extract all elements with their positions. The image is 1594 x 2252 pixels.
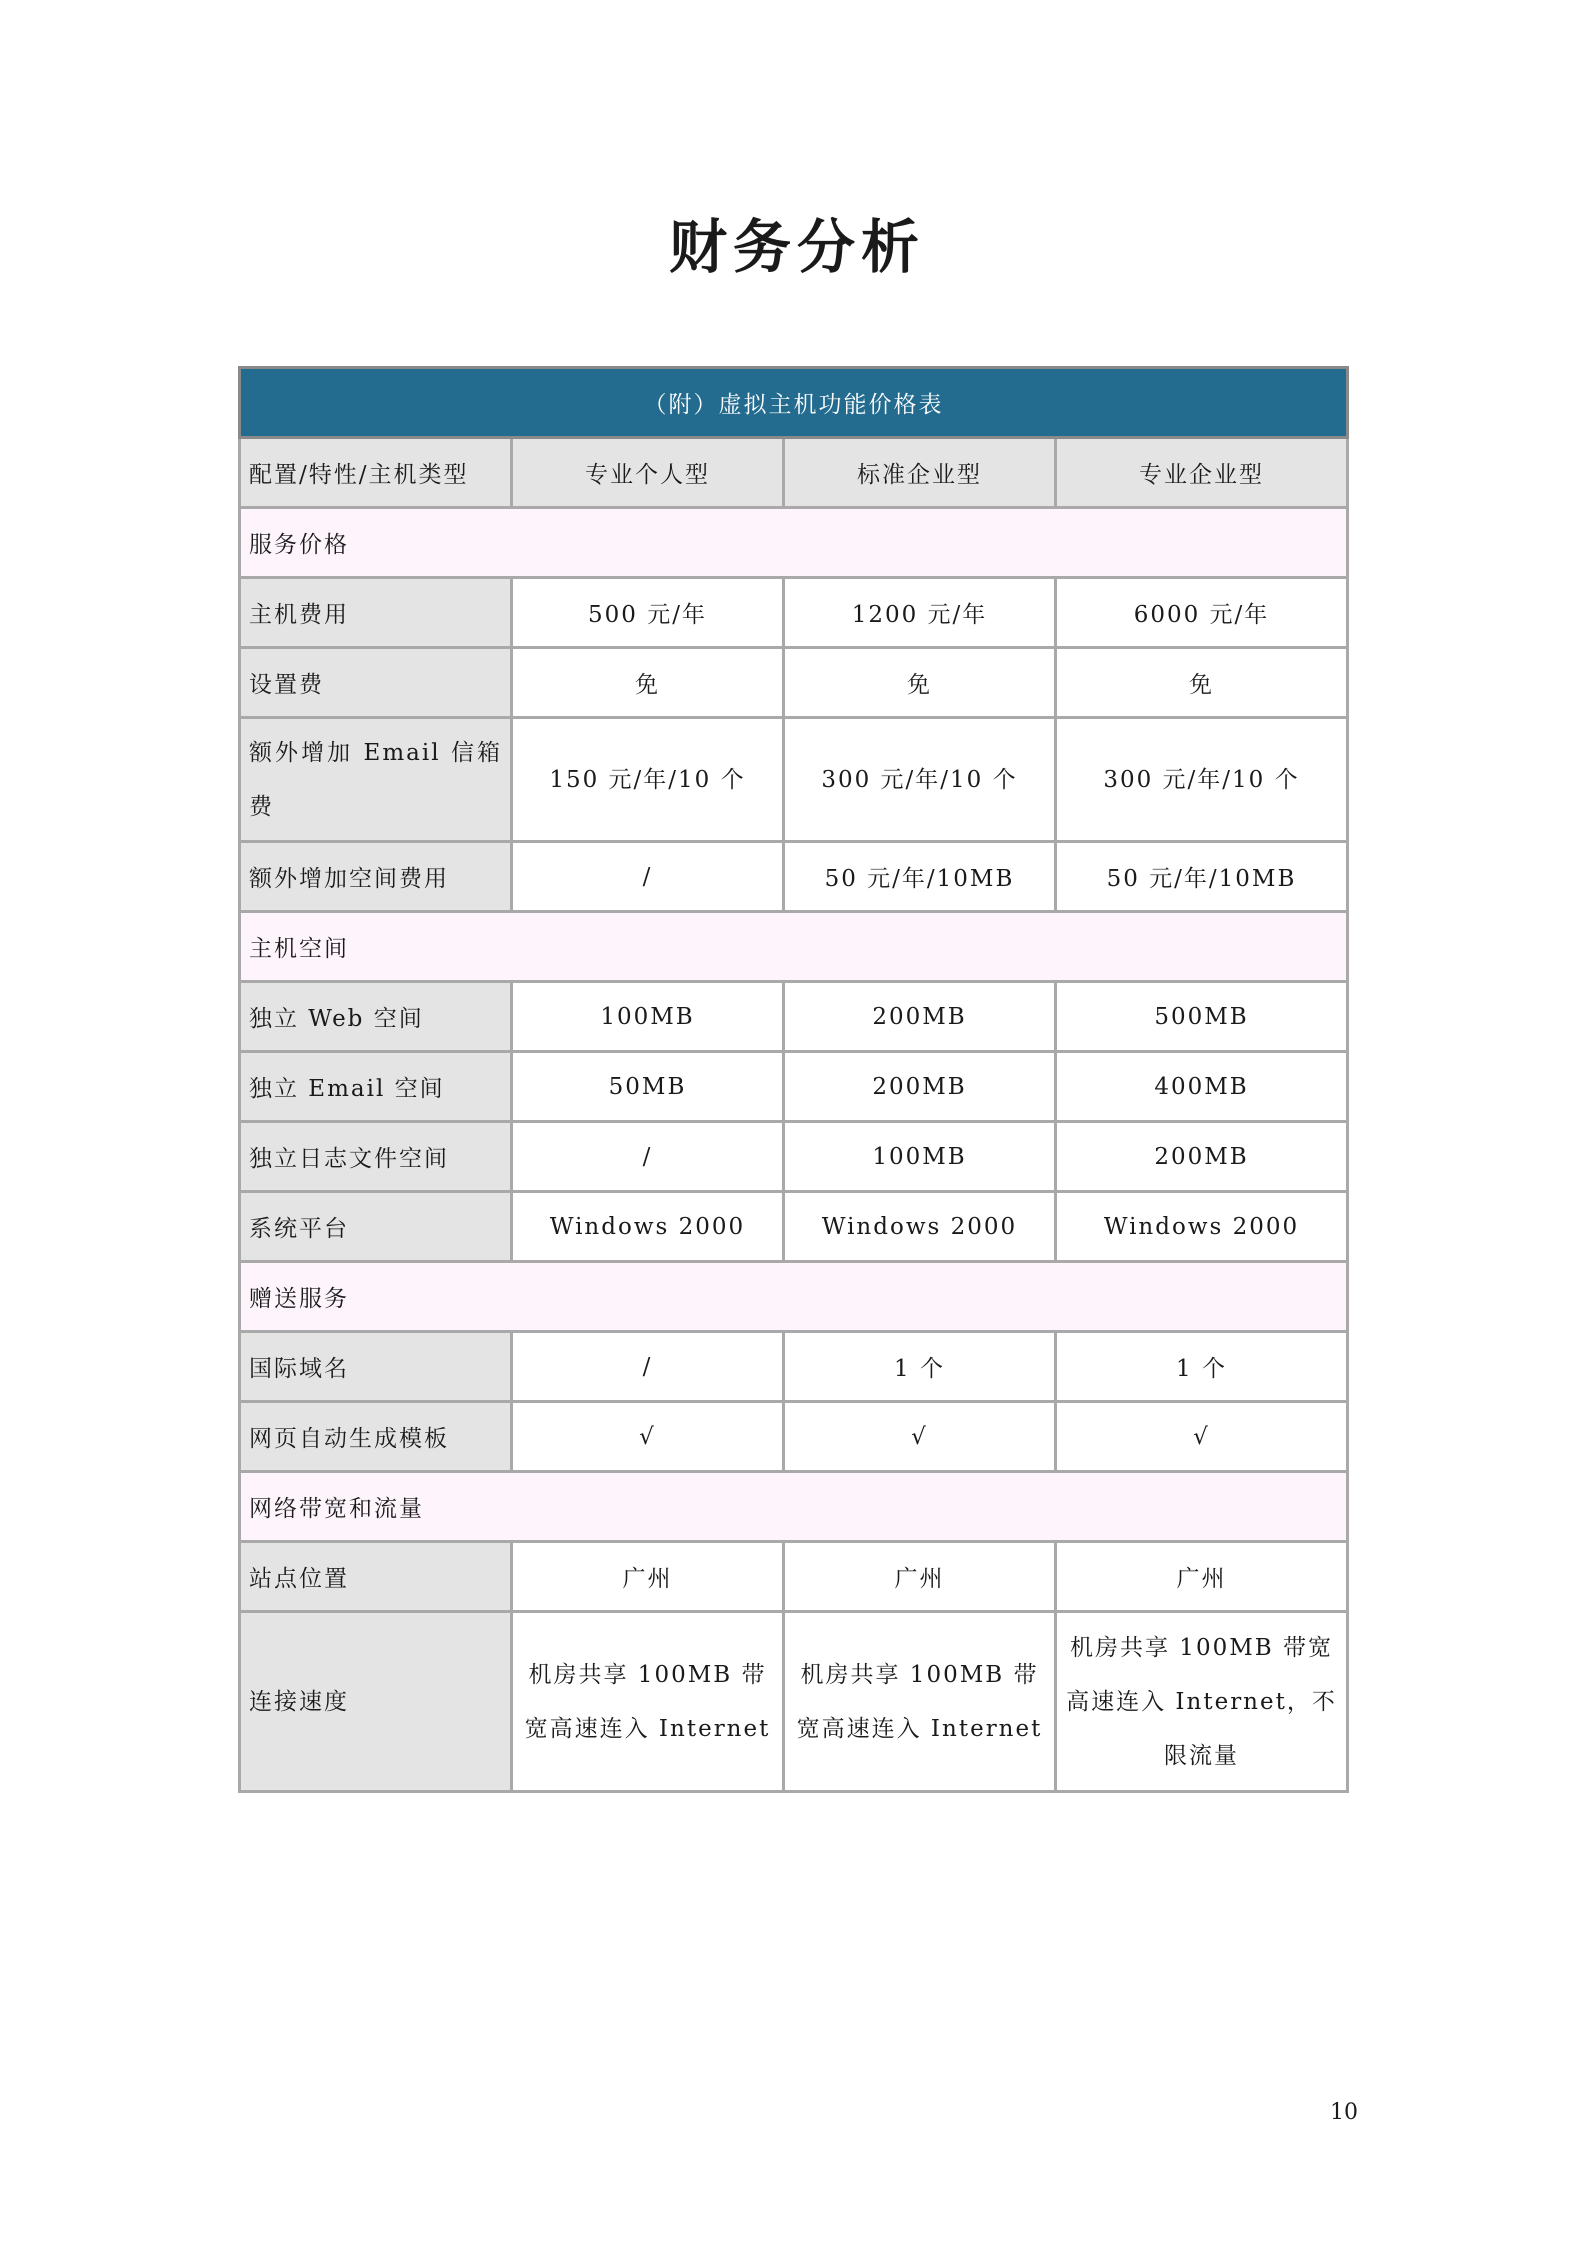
table-cell: Windows 2000 xyxy=(512,1192,784,1262)
table-cell: 50 元/年/10MB xyxy=(784,842,1056,912)
column-header: 专业企业型 xyxy=(1056,438,1348,508)
row-label: 系统平台 xyxy=(240,1192,512,1262)
table-row xyxy=(240,718,1348,842)
row-label: 独立 Email 空间 xyxy=(240,1052,512,1122)
table-row xyxy=(240,648,1348,718)
price-table xyxy=(238,366,1349,1793)
table-cell: 50 元/年/10MB xyxy=(1056,842,1348,912)
table-row xyxy=(240,1542,1348,1612)
table-cell: 广州 xyxy=(1056,1542,1348,1612)
table-cell: 300 元/年/10 个 xyxy=(784,718,1056,842)
column-header: 配置/特性/主机类型 xyxy=(240,438,512,508)
table-row xyxy=(240,1332,1348,1402)
table-cell: 50MB xyxy=(512,1052,784,1122)
row-label: 国际域名 xyxy=(240,1332,512,1402)
table-cell: 200MB xyxy=(784,1052,1056,1122)
table-cell: 机房共享 100MB 带宽高速连入 Internet xyxy=(784,1612,1056,1792)
table-cell: 免 xyxy=(1056,648,1348,718)
table-row xyxy=(240,1612,1348,1792)
table-cell: / xyxy=(512,1332,784,1402)
section-title: 网络带宽和流量 xyxy=(240,1472,1348,1542)
table-caption-row xyxy=(240,368,1348,438)
page-title: 财务分析 xyxy=(668,213,925,281)
row-label: 连接速度 xyxy=(240,1612,512,1792)
column-header: 专业个人型 xyxy=(512,438,784,508)
table-cell: 1200 元/年 xyxy=(784,578,1056,648)
table-cell: 6000 元/年 xyxy=(1056,578,1348,648)
table-row xyxy=(240,1052,1348,1122)
table-cell: 机房共享 100MB 带宽高速连入 Internet，不限流量 xyxy=(1056,1612,1348,1792)
table-cell: 机房共享 100MB 带宽高速连入 Internet xyxy=(512,1612,784,1792)
row-label: 网页自动生成模板 xyxy=(240,1402,512,1472)
table-cell: 500MB xyxy=(1056,982,1348,1052)
table-cell: 500 元/年 xyxy=(512,578,784,648)
table-cell: Windows 2000 xyxy=(784,1192,1056,1262)
table-cell: 100MB xyxy=(784,1122,1056,1192)
section-row xyxy=(240,912,1348,982)
row-label: 额外增加空间费用 xyxy=(240,842,512,912)
table-cell: 免 xyxy=(512,648,784,718)
section-title: 主机空间 xyxy=(240,912,1348,982)
table-cell: Windows 2000 xyxy=(1056,1192,1348,1262)
table-cell: 200MB xyxy=(784,982,1056,1052)
table-row xyxy=(240,982,1348,1052)
check-mark: √ xyxy=(784,1402,1056,1472)
table-cell: 免 xyxy=(784,648,1056,718)
row-label: 独立日志文件空间 xyxy=(240,1122,512,1192)
row-label: 独立 Web 空间 xyxy=(240,982,512,1052)
section-title: 赠送服务 xyxy=(240,1262,1348,1332)
table-cell: 300 元/年/10 个 xyxy=(1056,718,1348,842)
table-cell: 广州 xyxy=(784,1542,1056,1612)
row-label: 主机费用 xyxy=(240,578,512,648)
table-row xyxy=(240,578,1348,648)
table-cell: 150 元/年/10 个 xyxy=(512,718,784,842)
table-cell: 100MB xyxy=(512,982,784,1052)
row-label: 站点位置 xyxy=(240,1542,512,1612)
table-row xyxy=(240,1402,1348,1472)
table-cell: 400MB xyxy=(1056,1052,1348,1122)
row-label: 额外增加 Email 信箱费 xyxy=(240,718,512,842)
table-caption: （附）虚拟主机功能价格表 xyxy=(240,368,1348,438)
page-number: 10 xyxy=(1330,2100,1358,2125)
table-cell: / xyxy=(512,1122,784,1192)
section-title: 服务价格 xyxy=(240,508,1348,578)
table-row xyxy=(240,1192,1348,1262)
row-label: 设置费 xyxy=(240,648,512,718)
check-mark: √ xyxy=(512,1402,784,1472)
table-row xyxy=(240,842,1348,912)
table-row xyxy=(240,1122,1348,1192)
section-row xyxy=(240,1472,1348,1542)
table-cell: 1 个 xyxy=(784,1332,1056,1402)
check-mark: √ xyxy=(1056,1402,1348,1472)
table-cell: / xyxy=(512,842,784,912)
table-cell: 广州 xyxy=(512,1542,784,1612)
section-row xyxy=(240,508,1348,578)
table-header-row xyxy=(240,438,1348,508)
section-row xyxy=(240,1262,1348,1332)
table-cell: 1 个 xyxy=(1056,1332,1348,1402)
column-header: 标准企业型 xyxy=(784,438,1056,508)
table-cell: 200MB xyxy=(1056,1122,1348,1192)
